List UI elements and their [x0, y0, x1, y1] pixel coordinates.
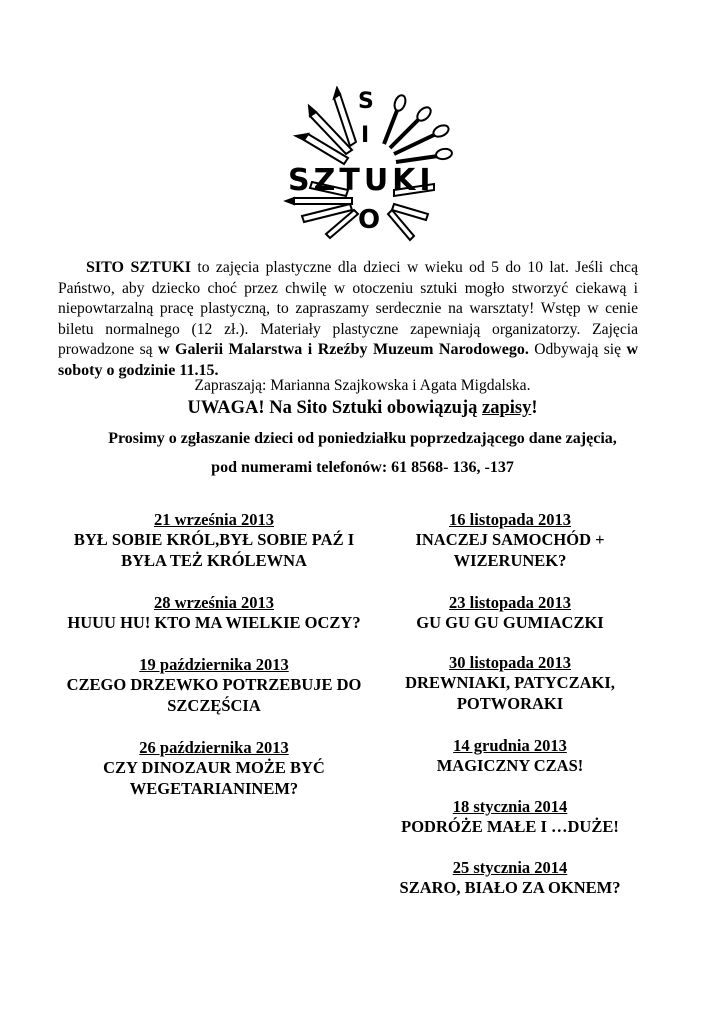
warning-end: ! — [531, 398, 538, 418]
event-date: 18 stycznia 2014 — [452, 797, 568, 816]
event-title: GU GU GU GUMIACZKI — [416, 613, 604, 632]
event-item — [64, 738, 364, 799]
event-item — [64, 510, 364, 571]
event-title: MAGICZNY CZAS! — [436, 756, 584, 775]
intro-text-1: to zajęcia plastyczne dla dzieci w wieku od 5 do 10 lat. Jeśli chcą Państwo, aby dziecko choć przez chwilę w otoczeniu sztuki mogło stworzyć ciekawą i niepowtarzalną pracę plastyczną, to zapraszamy serdecznie na warsztaty! Wstęp w cenie biletu normalnego (12 zł.). Materiały plastyczne zapewniają organizatorzy. Zajęcia prowadzone są — [58, 259, 639, 358]
event-item — [360, 797, 660, 837]
phone-numbers: pod numerami telefonów: 61 8568- 136, -137 — [211, 459, 514, 476]
event-item — [64, 655, 364, 716]
event-title: CZEGO DRZEWKO POTRZEBUJE DO SZCZĘŚCIA — [66, 675, 362, 715]
event-date: 16 listopada 2013 — [449, 510, 571, 529]
schedule: w soboty o godzinie 11.15. — [58, 341, 638, 379]
registration-request: Prosimy o zgłaszanie dzieci od poniedziałku poprzedzającego dane zajęcia, — [108, 430, 617, 447]
event-title: HUUU HU! KTO MA WIELKIE OCZY? — [67, 613, 361, 632]
event-date: 26 października 2013 — [139, 738, 289, 757]
event-date: 28 września 2013 — [153, 593, 275, 612]
event-date: 19 października 2013 — [139, 655, 289, 674]
registration-link[interactable]: zapisy — [481, 398, 532, 418]
event-item — [360, 653, 660, 714]
organizers-line: Zapraszają: Marianna Szajkowska i Agata Migdalska. — [194, 377, 531, 394]
venue: w Galerii Malarstwa i Rzeźby Muzeum Narodowego. — [157, 341, 529, 358]
logo-letter-i: I — [361, 123, 370, 148]
pencils-brushes-illustration — [282, 86, 472, 246]
event-item — [360, 593, 660, 633]
logo-word-sztuki: SZTUKI — [288, 163, 435, 198]
event-title: PODRÓŻE MAŁE I …DUŻE! — [401, 817, 619, 836]
event-item — [360, 858, 660, 898]
event-date: 30 listopada 2013 — [449, 653, 571, 672]
sito-sztuki-logo — [282, 86, 472, 246]
registration-warning — [0, 398, 725, 419]
logo-letter-o: O — [358, 205, 381, 235]
event-date: 21 września 2013 — [153, 510, 275, 529]
event-title: DREWNIAKI, PATYCZAKI, POTWORAKI — [405, 673, 615, 713]
intro-text-2: Odbywają się — [528, 341, 627, 358]
brand-name: SITO SZTUKI — [86, 259, 191, 276]
event-date: 23 listopada 2013 — [449, 593, 571, 612]
event-title: BYŁ SOBIE KRÓL,BYŁ SOBIE PAŹ I BYŁA TEŻ KRÓLEWNA — [73, 530, 355, 570]
event-date: 25 stycznia 2014 — [452, 858, 568, 877]
events-right-column — [360, 510, 660, 898]
intro-paragraph — [58, 258, 638, 381]
warning-text: UWAGA! Na Sito Sztuki obowiązują — [187, 398, 482, 418]
event-title: INACZEJ SAMOCHÓD + WIZERUNEK? — [415, 530, 605, 570]
events-left-column — [64, 510, 364, 799]
logo-letter-s: S — [358, 89, 374, 114]
event-title: CZY DINOZAUR MOŻE BYĆ WEGETARIANINEM? — [103, 758, 325, 798]
event-item — [360, 736, 660, 776]
event-date: 14 grudnia 2013 — [453, 736, 567, 755]
event-title: SZARO, BIAŁO ZA OKNEM? — [399, 878, 621, 897]
event-item — [64, 593, 364, 633]
event-item — [360, 510, 660, 571]
